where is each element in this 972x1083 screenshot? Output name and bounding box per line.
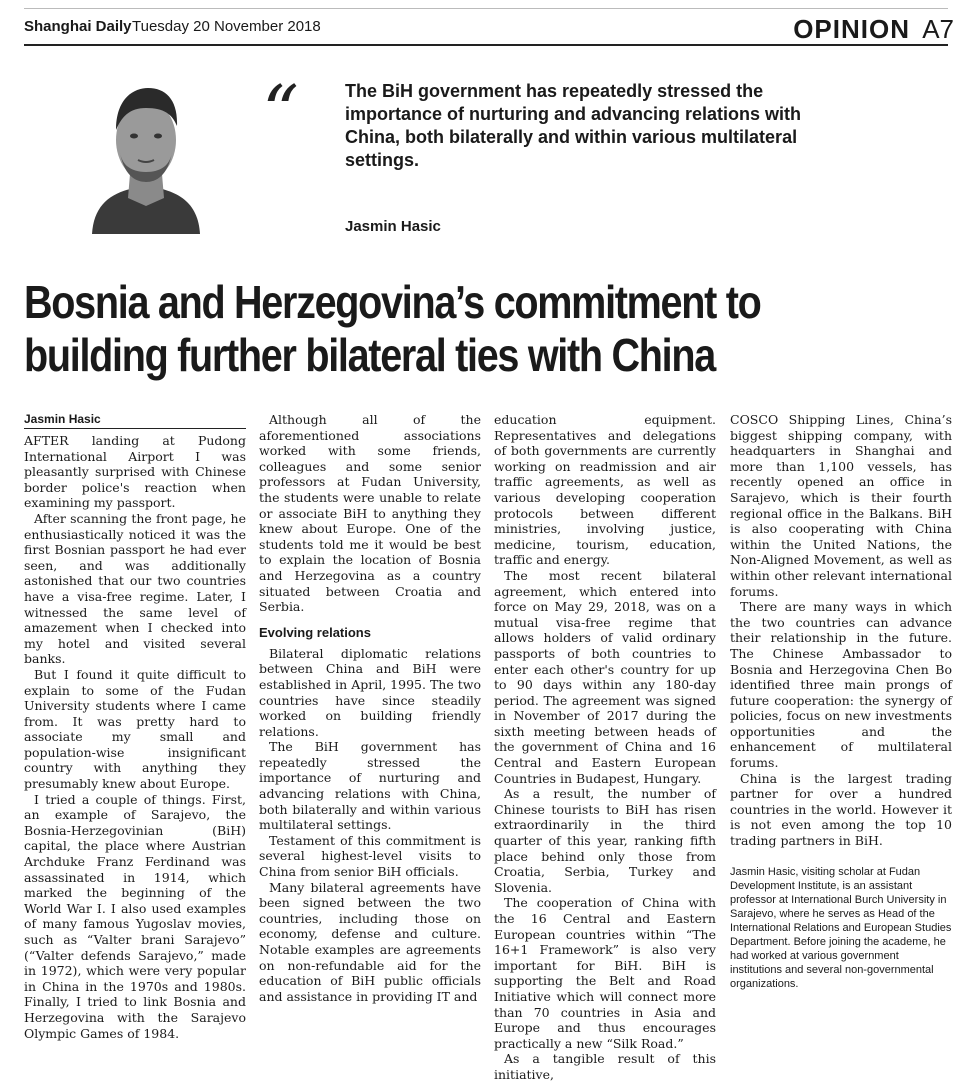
paragraph: Bilateral diplomatic relations between China and BiH were established in April, 1995. The two countries have since steadily worked on building friendly relations. [259, 645, 481, 739]
paragraph: COSCO Shipping Lines, China’s biggest shipping company, with headquarters in Shanghai and more than 1,100 vessels, has recently opened an office in Sarajevo, which is their fourth regional office in the Balkans. BiH is also cooperating with China within the United Nations, the Non-Aligned Movement, as well as within other relevant international forums. [730, 412, 952, 599]
masthead-rule [24, 44, 948, 46]
headline-line-2: building further bilateral ties with China [24, 329, 715, 381]
paragraph: The most recent bilateral agreement, which entered into force on May 29, 2018, was on a mutual visa-free regime that allows holders of valid ordinary passports of both countries to enter each other's country for up to 90 days within any 180-day period. The agreement was signed in November of 2017 during the sixth meeting between heads of the government of China and 16 Central and Eastern European Countries in Budapest, Hungary. [494, 567, 716, 786]
paragraph: China is the largest trading partner for over a hundred countries in the world. However it is not even among the top 10 trading partners in BiH. [730, 770, 952, 849]
column-4 [730, 412, 952, 991]
paragraph: AFTER landing at Pudong International Airport I was pleasantly surprised with Chinese border police's reaction when examining my passport. [24, 433, 246, 511]
author-bio: Jasmin Hasic, visiting scholar at Fudan Development Institute, is an assistant professor at International Burch University in Sarajevo, where he serves as Head of the International Relations and European Studies Department. Before joining the academe, he had worked at various government institutions and several non-governmental organizations. [730, 865, 952, 990]
paragraph: But I found it quite difficult to explain to some of the Fudan University students where I came from. It was pretty hard to associate my small and population-wise insignificant country with anything they presumably knew about Europe. [24, 666, 246, 792]
paragraph: After scanning the front page, he enthusiastically noticed it was the first Bosnian passport he had ever seen, and was additionally astonished that our two countries have a visa-free regime. Later, I witnessed the same level of amazement when I checked into my hotel and visited several banks. [24, 510, 246, 667]
paragraph: Although all of the aforementioned associations worked with some friends, colleagues and some senior professors at Fudan University, the students were unable to relate or associate BiH to anything they knew about Europe. One of the students told me it would be best to explain the location of Bosnia and Herzegovina as a country situated between Croatia and Serbia. [259, 412, 481, 615]
paragraph: I tried a couple of things. First, an example of Sarajevo, the Bosnia-Herzegovinian (BiH) capital, the place where Austrian Archduke Franz Ferdinand was assassinated in 1914, which marked the beginning of the World War I. I also used examples of many famous Yugoslav movies, such as “Valter brani Sarajevo” (“Valter defends Sarajevo,” made in 1972), which were very popular in China in the 1970s and 1980s. Finally, I tried to link Bosnia and Herzegovina with the Sarajevo Olympic Games of 1984. [24, 791, 246, 1041]
masthead [24, 14, 954, 48]
top-rule [24, 8, 948, 9]
paragraph: As a tangible result of this initiative, [494, 1051, 716, 1082]
paragraph: Many bilateral agreements have been signed between the two countries, including those on economy, defense and culture. Notable examples are agreements on non-refundable aid for the education of BiH public officials and assistance in providing IT and [259, 879, 481, 1004]
column-2 [259, 412, 481, 1004]
paragraph: The BiH government has repeatedly stressed the importance of nurturing and advancing relations with China, both bilaterally and within various multilateral settings. [259, 739, 481, 833]
quote-mark-icon: “ [262, 70, 299, 154]
byline: Jasmin Hasic [24, 412, 246, 429]
page-number: A7 [922, 14, 954, 44]
pull-quote-author: Jasmin Hasic [345, 218, 441, 235]
author-photo [84, 74, 208, 234]
paragraph: The cooperation of China with the 16 Central and Eastern European countries within “The 16+1 Framework” is also very important for BiH. BiH is supporting the Belt and Road Initiative which will connect more than 70 countries in Asia and Europe and thus encourages practically a new “Silk Road.” [494, 895, 716, 1051]
paragraph: As a result, the number of Chinese tourists to BiH has risen extraordinarily in the third quarter of this year, ranking fifth place behind only those from Croatia, Serbia, Turkey and Slovenia. [494, 786, 716, 895]
paragraph: education equipment. Representatives and delegations of both governments are currently working on readmission and air traffic agreements, as well as various developing cooperation protocols between different ministries, involving justice, medicine, tourism, education, traffic and energy. [494, 412, 716, 568]
issue-date: Tuesday 20 November 2018 [132, 18, 321, 35]
paragraph: Testament of this commitment is several highest-level visits to China from senior BiH officials. [259, 832, 481, 880]
column-3 [494, 412, 716, 1083]
subhead: Evolving relations [259, 624, 371, 640]
column-1 [24, 412, 246, 1041]
pull-quote: The BiH government has repeatedly stressed the importance of nurturing and advancing relations with China, both bilaterally and within various multilateral settings. [345, 81, 802, 170]
paragraph: There are many ways in which the two countries can advance their relationship in the future. The Chinese Ambassador to Bosnia and Herzegovina Chen Bo identified three main prongs of future cooperation: the synergy of policies, focus on new investments opportunities and the enhancement of multilateral forums. [730, 599, 952, 771]
headline [24, 276, 824, 382]
section-title: OPINION [793, 14, 910, 44]
headline-line-1: Bosnia and Herzegovina’s commitment to [24, 276, 761, 328]
paper-name: Shanghai Daily [24, 18, 132, 35]
